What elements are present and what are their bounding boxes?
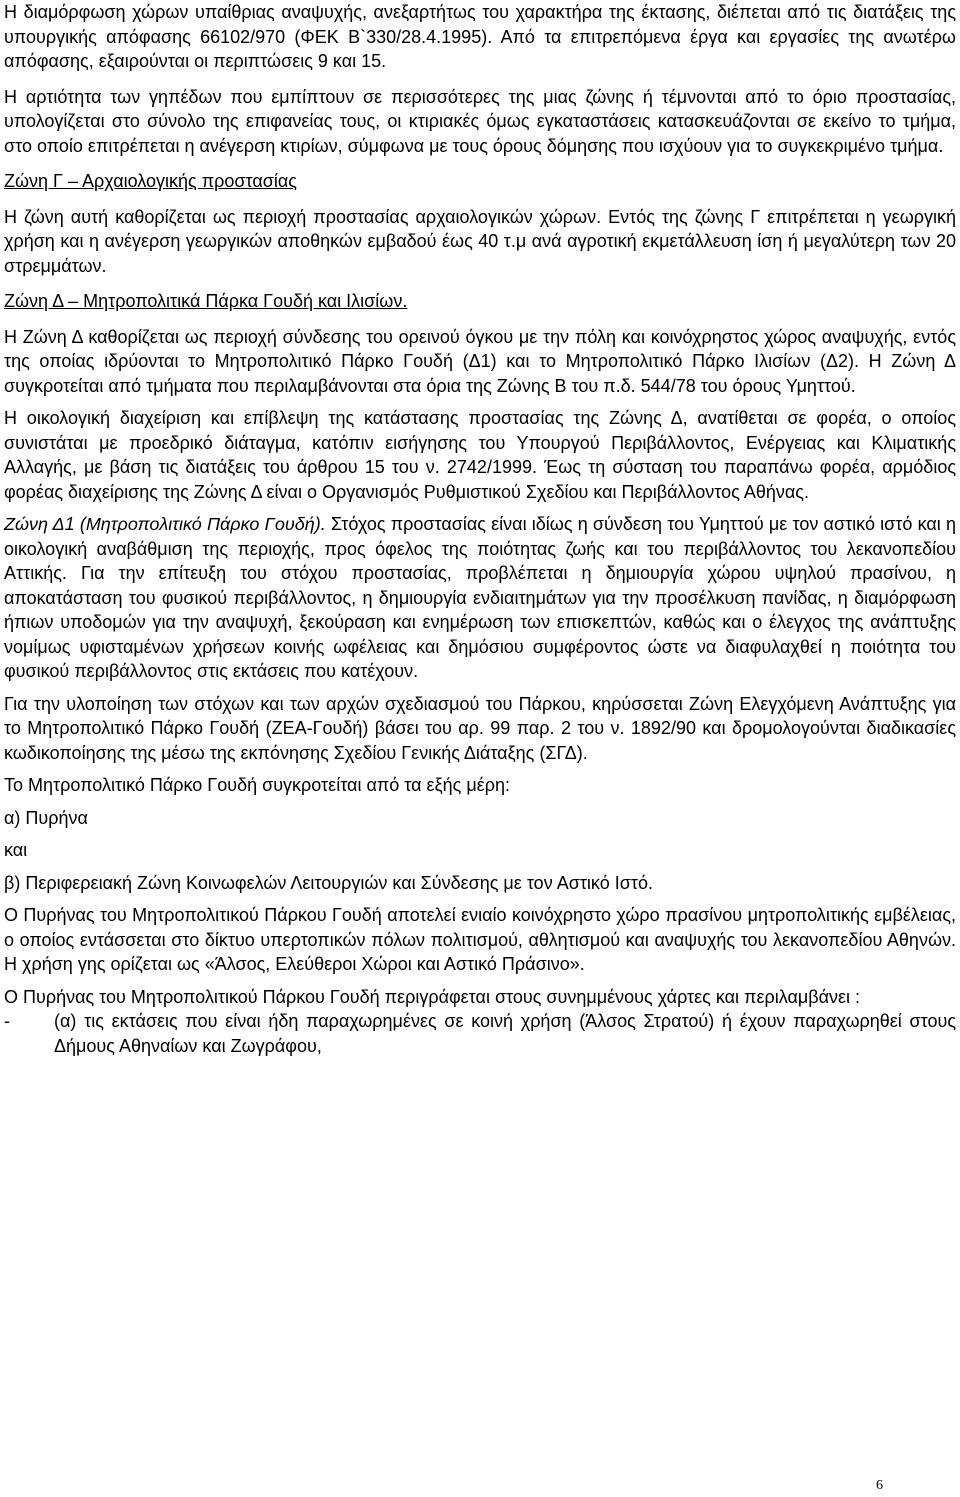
document-page — [4, 0, 956, 1058]
list-dash-marker: - — [4, 1011, 10, 1031]
paragraph-zone-g: Η ζώνη αυτή καθορίζεται ως περιοχή προστασίας αρχαιολογικών χώρων. Εντός της ζώνης Γ επιτρέπεται η γεωργική χρήση και η ανέγερση γεωργικών αποθηκών εμβαδού έως 40 τ.μ ανά αγροτική εκμετάλλευση ίση ή μεγαλύτερη των 20 στρεμμάτων. — [4, 206, 956, 276]
paragraph-zone-d: Η Ζώνη Δ καθορίζεται ως περιοχή σύνδεσης του ορεινού όγκου με την πόλη και κοινόχρηστος χώρος αναψυχής, εντός της οποίας ιδρύονται το Μητροπολιτικό Πάρκο Γουδή (Δ1) και το Μητροπολιτικό Πάρκο Ιλισίων (Δ2). Η Ζώνη Δ συγκροτείται από τμήματα που περιλαμβάνονται στα όρια της Ζώνης Β του π.δ. 544/78 του όρους Υμηττού. — [4, 326, 956, 396]
paragraph-outdoor-recreation: Η διαμόρφωση χώρων υπαίθριας αναψυχής, ανεξαρτήτως του χαρακτήρα της έκτασης, διέπεται από τις διατάξεις της υπουργικής απόφασης 66102/970 (ΦΕΚ Β`330/28.4.1995). Από τα επιτρεπόμενα έργα και εργασίες της ανωτέρω απόφασης, εξαιρούνται οι περιπτώσεις 9 και 15. — [4, 2, 956, 71]
paragraph-zone-d1 — [4, 512, 956, 684]
zone-d1-body: Στόχος προστασίας είναι ιδίως η σύνδεση του Υμηττού με τον αστικό ιστό και η οικολογική αναβάθμιση της περιοχής, προς όφελος της ποιότητας ζωής και του περιβάλλοντος του λεκανοπεδίου Αττικής. Για την επίτευξη του στόχου προστασίας, προβλέπεται η δημιουργία χώρου υψηλού πρασίνου, η αποκατάσταση του φυσικού περιβάλλοντος, η δημιουργία ενδιαιτημάτων για την προσέλκυση πανίδας, η διαμόρφωση ήπιων υποδομών για την αναψυχή, ξεκούραση και ενημέρωση των επισκεπτών, καθώς και ο έλεγχος της ανάπτυξης νομίμως υφισταμένων χρήσεων κοινής ωφέλειας και δημόσιου συμφέροντος ώστε να διαφυλαχθεί η ποιότητα του φυσικού περιβάλλοντος στις εκτάσεις που κατέχουν. — [4, 514, 956, 681]
page-number: 6 — [876, 1478, 883, 1493]
paragraph-core-includes: Ο Πυρήνας του Μητροπολιτικού Πάρκου Γουδή περιγράφεται στους συνημμένους χάρτες και περιλαμβάνει : — [4, 986, 861, 1007]
heading-zone-d: Ζώνη Δ – Μητροπολιτικά Πάρκα Γουδή και Ιλισίων. — [4, 291, 408, 311]
paragraph-park-parts-intro: Το Μητροπολιτικό Πάρκο Γουδή συγκροτείται από τα εξής μέρη: — [4, 775, 510, 795]
paragraph-and: και — [4, 840, 28, 860]
paragraph-zone-d-management: Η οικολογική διαχείριση και επίβλεψη της κατάστασης προστασίας της Ζώνης Δ, ανατίθεται σε φορέα, ο οποίος συνιστάται με προεδρικό διάταγμα, κατόπιν εισήγησης του Υπουργού Περιβάλλοντος, Ενέργειας και Κλιματικής Αλλαγής, με βάση τις διατάξεις του άρθρου 15 του ν. 2742/1999. Έως τη σύσταση του παραπάνω φορέα, αρμόδιος φορέας διαχείρισης της Ζώνης Δ είναι ο Οργανισμός Ρυθμιστικού Σχεδίου και Περιβάλλοντος Αθήνας. — [4, 408, 956, 502]
heading-zone-g: Ζώνη Γ – Αρχαιολογικής προστασίας — [4, 171, 297, 191]
dash-list-item — [4, 1009, 956, 1058]
zone-d1-title: Ζώνη Δ1 (Μητροπολιτικό Πάρκο Γουδή). — [4, 514, 326, 534]
paragraph-zea-goudi: Για την υλοποίηση των στόχων και των αρχών σχεδιασμού του Πάρκου, κηρύσσεται Ζώνη Ελεγχόμενη Ανάπτυξης για το Μητροπολιτικό Πάρκο Γουδή (ΖΕΑ-Γουδή) βάσει του αρ. 99 παρ. 2 του ν. 1892/90 και δρομολογούνται διαδικασίες κωδικοποίησης της μέσω της εκπόνησης Σχεδίου Γενικής Διάταξης (ΣΓΔ). — [4, 693, 956, 763]
paragraph-core-description: Ο Πυρήνας του Μητροπολιτικού Πάρκου Γουδή αποτελεί ενιαίο κοινόχρηστο χώρο πρασίνου μητροπολιτικής εμβέλειας, ο οποίος εντάσσεται στο δίκτυο υπερτοπικών πόλων πολιτισμού, αθλητισμού και αναψυχής του λεκανοπεδίου Αθηνών. Η χρήση γης ορίζεται ως «Άλσος, Ελεύθεροι Χώροι και Αστικό Πράσινο». — [4, 905, 956, 974]
paragraph-plot-adequacy: Η αρτιότητα των γηπέδων που εμπίπτουν σε περισσότερες της μιας ζώνης ή τέμνονται από το όριο προστασίας, υπολογίζεται στο σύνολο της επιφανείας τους, οι κτιριακές όμως εγκαταστάσεις κατασκευάζονται σε εκείνο το τμήμα, στο οποίο επιτρέπεται η ανέγερση κτιρίων, σύμφωνα με τους όρους δόμησης που ισχύουν για το συγκεκριμένο τμήμα. — [4, 86, 956, 156]
list-item-core: α) Πυρήνα — [4, 807, 88, 828]
list-item-peripheral-zone: β) Περιφερειακή Ζώνη Κοινωφελών Λειτουργιών και Σύνδεσης με τον Αστικό Ιστό. — [4, 872, 653, 893]
list-item-text: (α) τις εκτάσεις που είναι ήδη παραχωρημένες σε κοινή χρήση (Άλσος Στρατού) ή έχουν παραχωρηθεί στους Δήμους Αθηναίων και Ζωγράφου, — [54, 1011, 956, 1056]
